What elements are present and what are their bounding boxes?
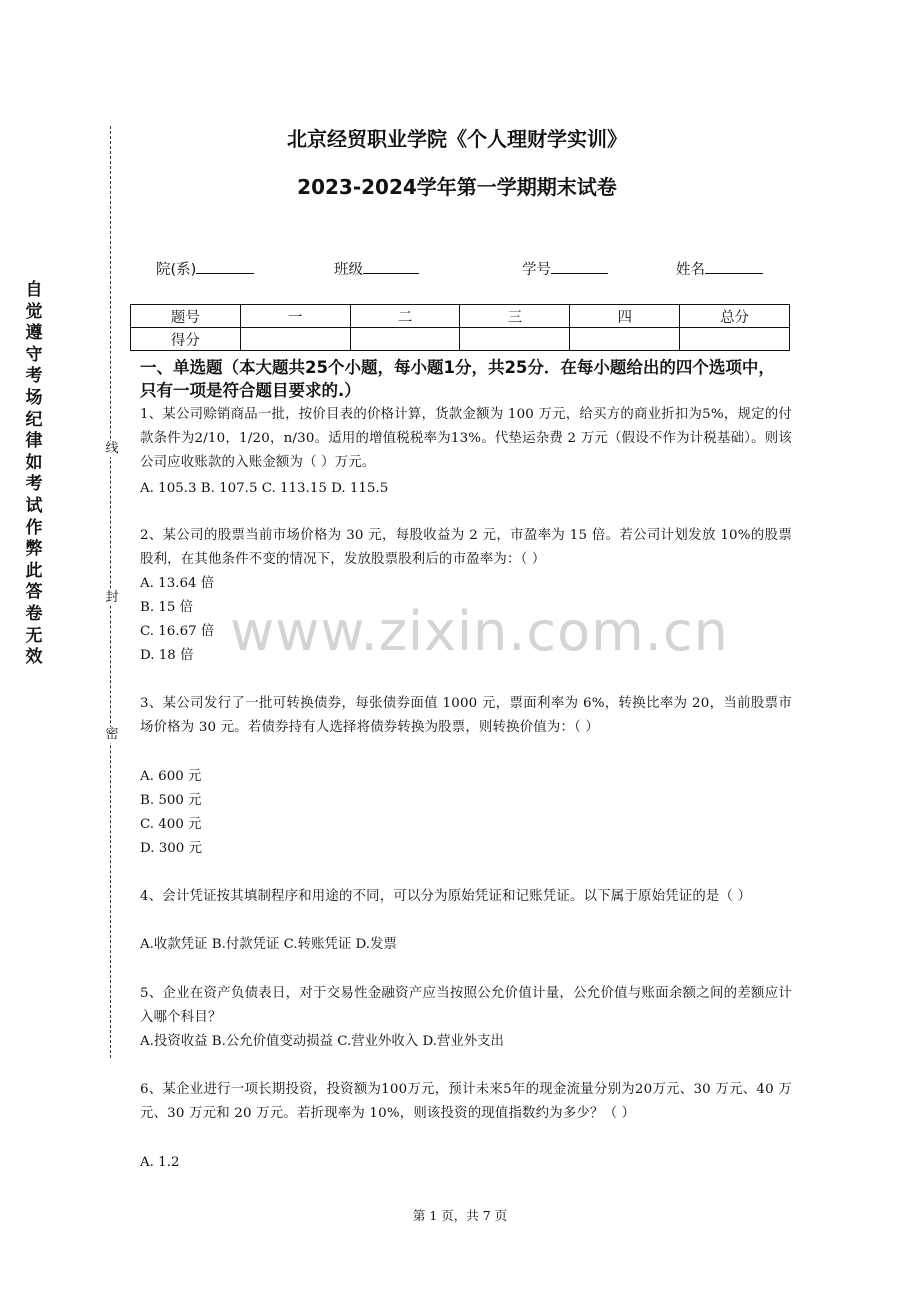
exam-subtitle: 2023-2024学年第一学期期末试卷 — [297, 175, 617, 199]
score-cell[interactable] — [350, 328, 460, 351]
question-2-option-d: D. 18 倍 — [140, 648, 194, 663]
score-row-label: 得分 — [131, 328, 241, 351]
page-footer: 第 1 页，共 7 页 — [412, 1208, 508, 1223]
watermark: www.zixin.com.cn — [230, 600, 729, 663]
score-header-col: 三 — [460, 305, 570, 328]
score-cell[interactable] — [240, 328, 350, 351]
section-heading: 一、单选题（本大题共25个小题，每小题1分，共25分．在每小题给出的四个选项中，只有一项是符合题目要求的.） — [140, 358, 775, 400]
question-4-options: A.收款凭证 B.付款凭证 C.转账凭证 D.发票 — [140, 937, 397, 952]
score-cell[interactable] — [460, 328, 570, 351]
question-3-option-a: A. 600 元 — [140, 769, 202, 784]
question-1-stem: 1、某公司赊销商品一批，按价目表的价格计算，货款金额为 100 万元，给买方的商业折扣为5%，规定的付款条件为2/10，1/20，n/30。适用的增值税税率为13%。代垫运杂费 2 万元（假设不作为计税基础）。则该公司应收账款的入账金额为（ ）万元。 — [140, 407, 792, 470]
info-field-name — [676, 258, 763, 280]
question-3-option-d: D. 300 元 — [140, 841, 202, 856]
question-2-option-c: C. 16.67 倍 — [140, 624, 215, 639]
info-label-department: 院(系) — [156, 262, 197, 278]
question-3-stem: 3、某公司发行了一批可转换债券，每张债券面值 1000 元，票面利率为 6%，转换比率为 20，当前股票市场价格为 30 元。若债券持有人选择将债券转换为股票，则转换价值为：（ ） — [140, 696, 792, 735]
question-6-option-a: A. 1.2 — [140, 1155, 180, 1170]
score-header-col: 一 — [240, 305, 350, 328]
question-3-option-b: B. 500 元 — [140, 793, 202, 808]
question-2-option-b: B. 15 倍 — [140, 600, 194, 615]
question-2-option-a: A. 13.64 倍 — [140, 576, 215, 591]
info-label-student-id: 学号 — [522, 262, 551, 278]
name-blank[interactable] — [705, 258, 763, 274]
score-table — [130, 304, 790, 351]
score-table-header-row — [131, 305, 790, 328]
seal-mark-seal: 封 — [105, 590, 119, 605]
question-1-options: A. 105.3 B. 107.5 C. 113.15 D. 115.5 — [140, 481, 389, 496]
question-4-stem: 4、会计凭证按其填制程序和用途的不同，可以分为原始凭证和记账凭证。以下属于原始凭证的是（ ） — [140, 889, 752, 904]
info-field-department — [156, 258, 254, 280]
score-header-col: 四 — [570, 305, 680, 328]
class-blank[interactable] — [363, 258, 419, 274]
score-table-score-row — [131, 328, 790, 351]
exam-discipline-notice: 自觉遵守考场纪律如考试作弊此答卷无效 — [25, 280, 43, 668]
info-field-student-id — [522, 258, 608, 280]
info-label-class: 班级 — [334, 262, 363, 278]
seal-mark-secret: 密 — [105, 727, 119, 742]
question-6-stem: 6、某企业进行一项长期投资，投资额为100万元，预计未来5年的现金流量分别为20万元、30 万元、40 万元、30 万元和 20 万元。若折现率为 10%，则该投资的现值指数约为多少？（ ） — [140, 1082, 792, 1121]
student-id-blank[interactable] — [551, 258, 608, 274]
question-5-options: A.投资收益 B.公允价值变动损益 C.营业外收入 D.营业外支出 — [140, 1034, 504, 1049]
question-5-stem: 5、企业在资产负债表日，对于交易性金融资产应当按照公允价值计量，公允价值与账面余额之间的差额应计入哪个科目？ — [140, 986, 792, 1025]
question-2-stem: 2、某公司的股票当前市场价格为 30 元，每股收益为 2 元，市盈率为 15 倍。若公司计划发放 10%的股票股利，在其他条件不变的情况下，发放股票股利后的市盈率为：（ ） — [140, 528, 792, 567]
score-header-col: 二 — [350, 305, 460, 328]
question-3-option-c: C. 400 元 — [140, 817, 202, 832]
info-field-class — [334, 258, 419, 280]
score-cell[interactable] — [570, 328, 680, 351]
info-label-name: 姓名 — [676, 262, 705, 278]
exam-title: 北京经贸职业学院《个人理财学实训》 — [287, 127, 627, 151]
department-blank[interactable] — [196, 258, 254, 274]
score-cell[interactable] — [680, 328, 790, 351]
score-header-col: 总分 — [680, 305, 790, 328]
seal-mark-line: 线 — [105, 441, 119, 456]
score-header-label: 题号 — [131, 305, 241, 328]
